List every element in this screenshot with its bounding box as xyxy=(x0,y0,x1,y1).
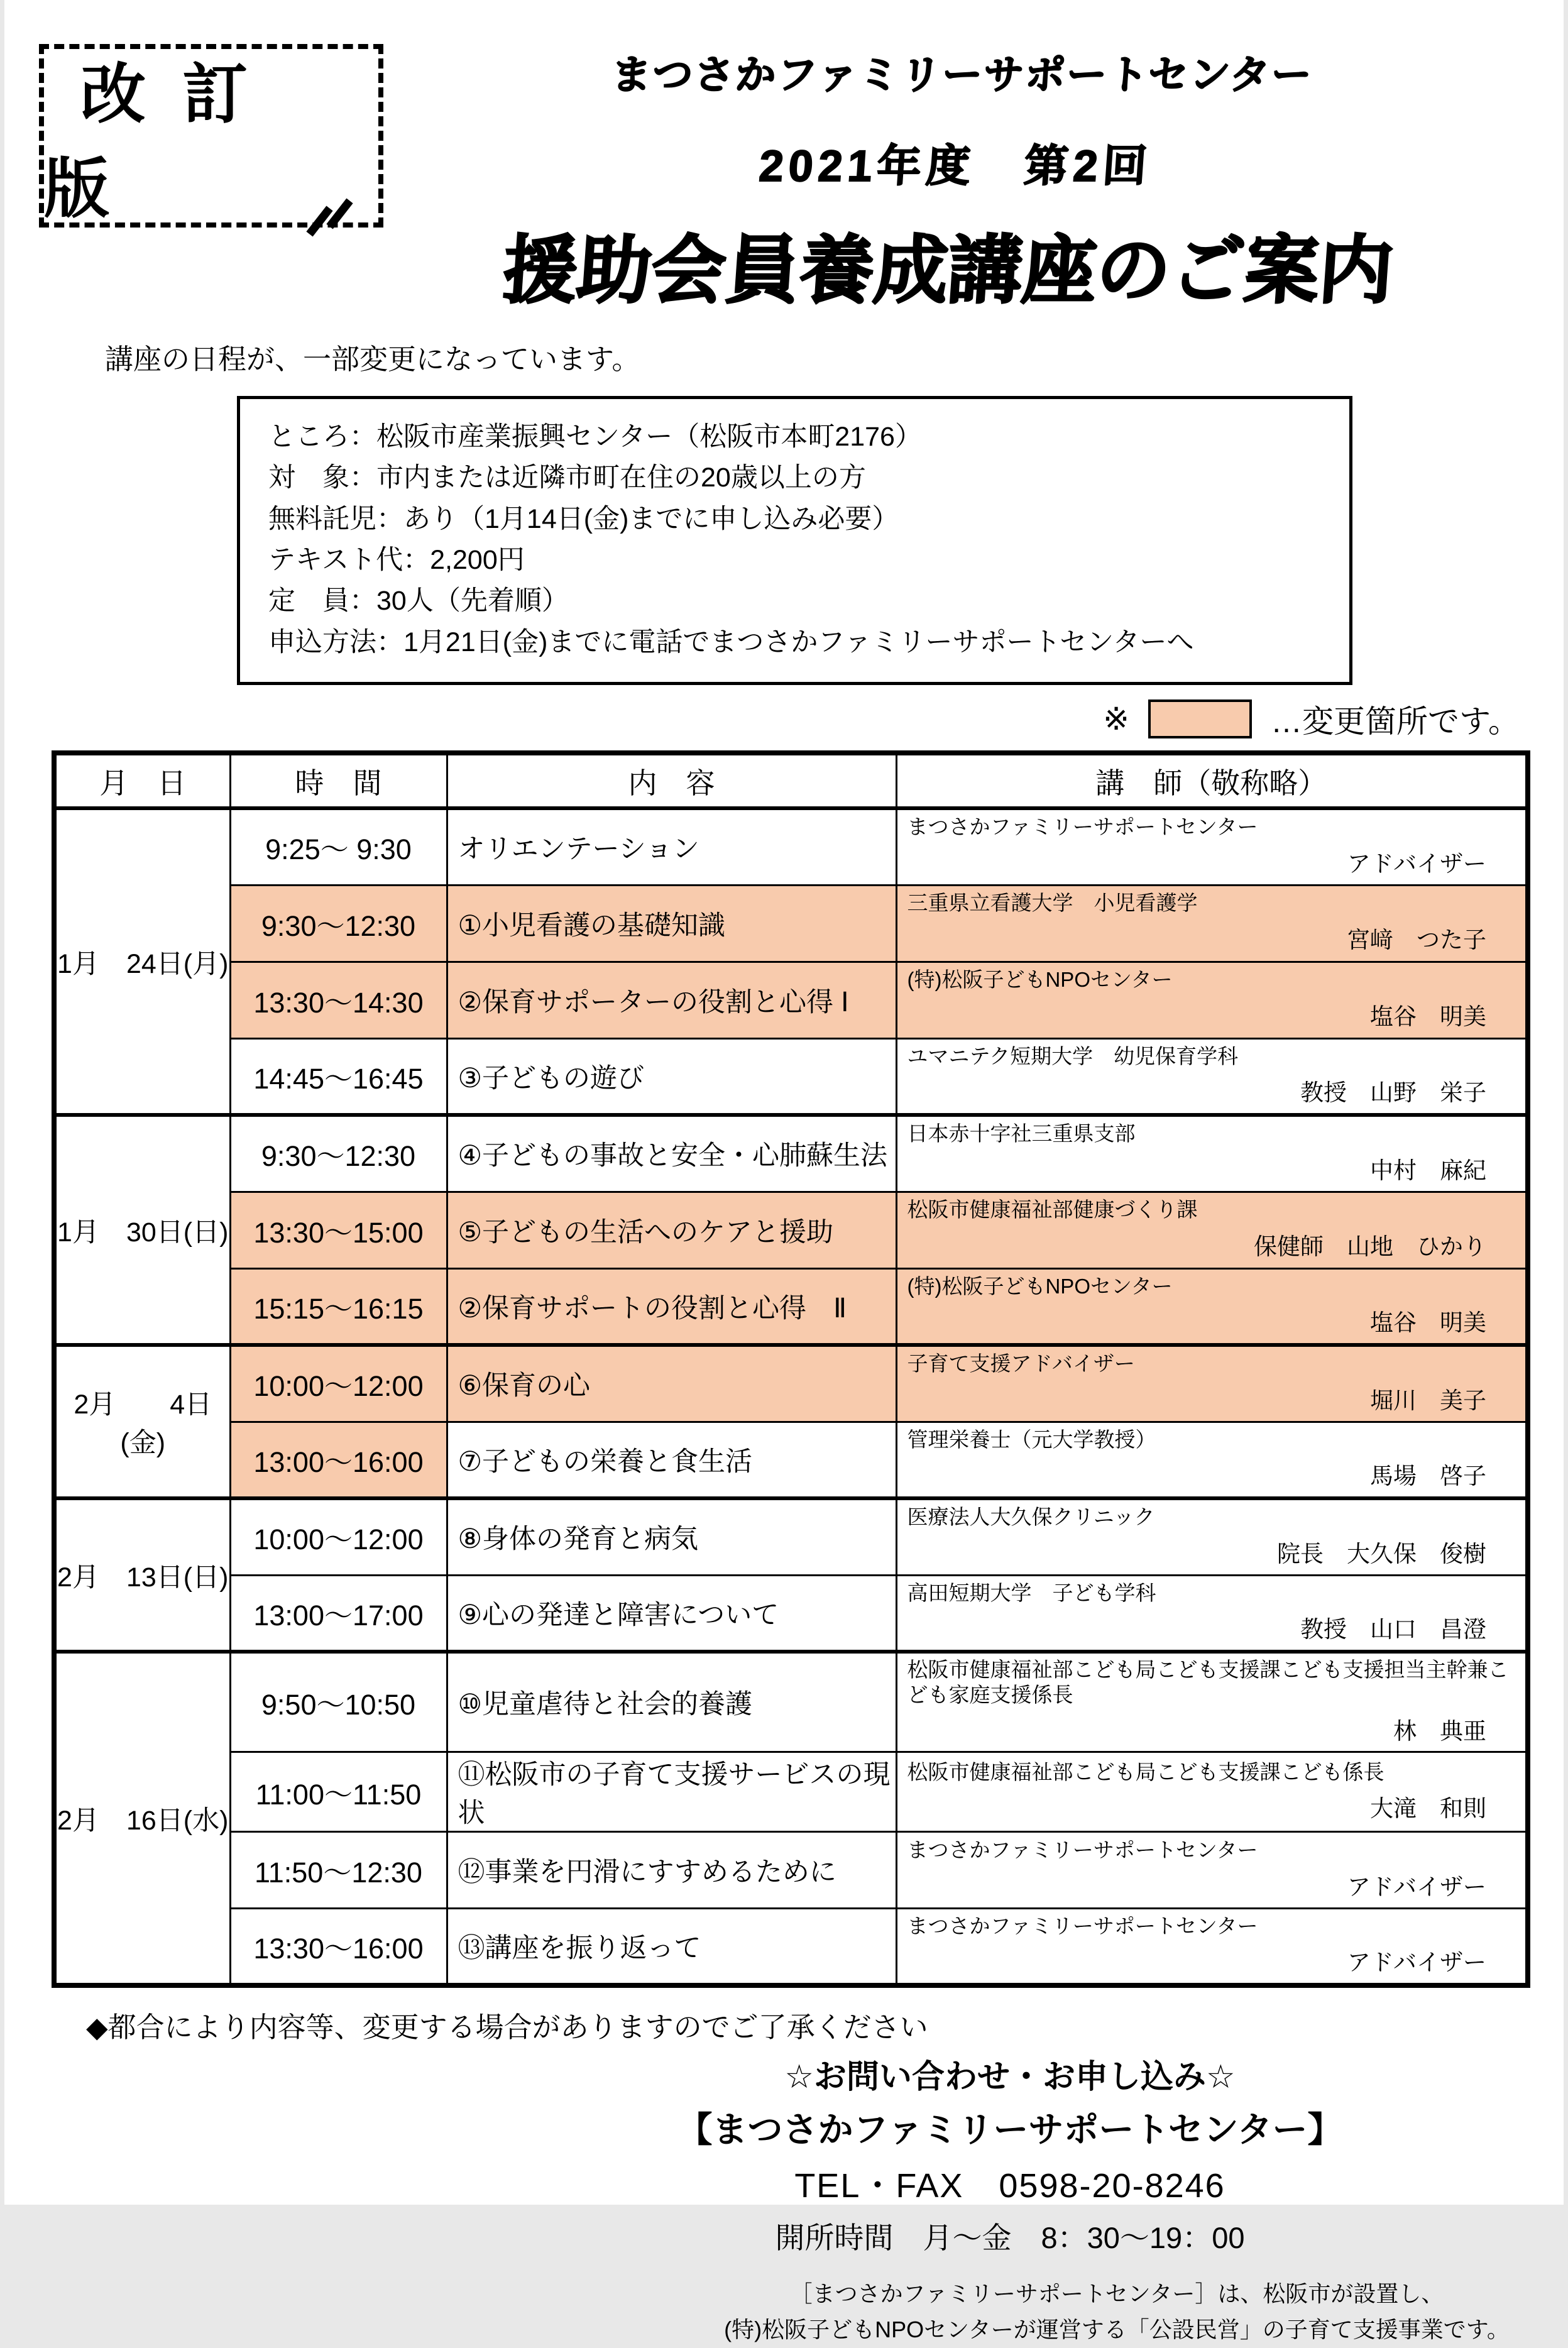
time-cell: 13:00～17:00 xyxy=(230,1575,447,1652)
lecturer-cell xyxy=(896,885,1528,962)
table-row xyxy=(54,1038,1528,1115)
content-cell: ⑩児童虐待と社会的養護 xyxy=(447,1652,896,1752)
info-line-place: ところ：松阪市産業振興センター（松阪市本町2176） xyxy=(268,422,922,452)
lecturer-cell xyxy=(896,962,1528,1038)
info-line-textfee: テキスト代：2,200円 xyxy=(268,545,525,576)
smallprint-line-1: ［まつさかファミリーサポートセンター］は、松阪市が設置し、 xyxy=(789,2280,1444,2307)
time-cell: 15:15～16:15 xyxy=(230,1268,447,1345)
lecturer-cell xyxy=(896,1498,1528,1575)
table-row xyxy=(54,1752,1528,1832)
smallprint-line-2: (特)松阪子どもNPOセンターが運営する「公設民営」の子育て支援事業です。 xyxy=(724,2317,1510,2343)
time-cell: 13:00～16:00 xyxy=(230,1422,447,1498)
table-row xyxy=(54,1575,1528,1652)
contact-block xyxy=(570,2050,1450,2257)
table-row xyxy=(54,1192,1528,1268)
table-row xyxy=(54,1652,1528,1752)
time-cell: 9:50～10:50 xyxy=(230,1652,447,1752)
lecturer-cell xyxy=(896,1422,1528,1498)
smallprint-block xyxy=(664,2276,1568,2348)
content-cell: ③子どもの遊び xyxy=(447,1038,896,1115)
revision-badge xyxy=(39,44,383,228)
lecturer-name: 林 典亜 xyxy=(1393,1718,1486,1745)
table-row xyxy=(54,1909,1528,1985)
date-cell: 2月 16日(水) xyxy=(54,1652,230,1985)
lecturer-name: アドバイザー xyxy=(1347,850,1486,877)
lecturer-affiliation: 松阪市健康福祉部健康づくり課 xyxy=(907,1198,1198,1222)
header-time: 時 間 xyxy=(230,753,447,808)
lecturer-affiliation: 医療法人大久保クリニック xyxy=(907,1505,1155,1529)
table-header-row xyxy=(54,753,1528,808)
date-cell: 1月 24日(月) xyxy=(54,808,230,1115)
lecturer-affiliation: まつさかファミリーサポートセンター xyxy=(907,1838,1258,1862)
time-cell: 9:30～12:30 xyxy=(230,1115,447,1192)
table-row xyxy=(54,1498,1528,1575)
organization-name: まつさかファミリーサポートセンター xyxy=(609,52,1315,97)
lecturer-cell xyxy=(896,1038,1528,1115)
lecturer-cell xyxy=(896,1345,1528,1422)
contact-title: ☆お問い合わせ・お申し込み☆ xyxy=(784,2058,1236,2095)
table-row xyxy=(54,962,1528,1038)
header-content: 内 容 xyxy=(447,753,896,808)
info-line-apply: 申込方法：1月21日(金)までに電話でまつさかファミリーサポートセンターへ xyxy=(268,627,1194,657)
content-cell: ⑨心の発達と障害について xyxy=(447,1575,896,1652)
lecturer-name: 馬場 啓子 xyxy=(1370,1463,1486,1489)
lecturer-affiliation: 日本赤十字社三重県支部 xyxy=(907,1122,1136,1146)
highlight-swatch xyxy=(1148,699,1252,738)
date-cell: 2月 4日(金) xyxy=(54,1345,230,1498)
content-cell: ⑫事業を円滑にすすめるために xyxy=(447,1832,896,1909)
lecturer-name: 教授 山口 昌澄 xyxy=(1300,1616,1486,1643)
content-cell: ②保育サポートの役割と心得 Ⅱ xyxy=(447,1268,896,1345)
header-lecturer: 講 師（敬称略） xyxy=(896,753,1528,808)
time-cell: 11:50～12:30 xyxy=(230,1832,447,1909)
lecturer-cell xyxy=(896,1652,1528,1752)
lecturer-affiliation: 高田短期大学 子ども学科 xyxy=(907,1581,1156,1605)
lecturer-cell xyxy=(896,1752,1528,1832)
info-line-daycare: 無料託児：あり（1月14日(金)までに申し込み必要） xyxy=(268,503,899,534)
page-title: 援助会員養成講座のご案内 xyxy=(500,229,1396,312)
content-cell: ⑤子どもの生活へのケアと援助 xyxy=(447,1192,896,1268)
lecturer-cell xyxy=(896,1268,1528,1345)
time-cell: 14:45～16:45 xyxy=(230,1038,447,1115)
lecturer-affiliation: (特)松阪子どもNPOセンター xyxy=(907,1274,1173,1298)
info-line-target: 対 象：市内または近隣市町在住の20歳以上の方 xyxy=(268,463,866,493)
table-row xyxy=(54,1115,1528,1192)
time-cell: 11:00～11:50 xyxy=(230,1752,447,1832)
table-row xyxy=(54,808,1528,885)
content-cell: オリエンテーション xyxy=(447,808,896,885)
session-label: 2021年度 第2回 xyxy=(757,141,1154,190)
info-line-capacity: 定 員：30人（先着順） xyxy=(268,586,569,617)
lecturer-affiliation: 松阪市健康福祉部こども局こども支援課こども支援担当主幹兼こども家庭支援係長 xyxy=(907,1658,1509,1706)
time-cell: 10:00～12:00 xyxy=(230,1498,447,1575)
table-row xyxy=(54,1345,1528,1422)
highlight-legend xyxy=(4,696,1520,742)
title-block xyxy=(374,39,1536,317)
content-cell: ④子どもの事故と安全・心肺蘇生法 xyxy=(447,1115,896,1192)
header-section xyxy=(4,0,1564,317)
schedule-table xyxy=(52,750,1530,1988)
contact-hours: 開所時間 月～金 8：30～19：00 xyxy=(775,2220,1245,2254)
lecturer-affiliation: 子育て支援アドバイザー xyxy=(907,1352,1135,1376)
time-cell: 9:25～ 9:30 xyxy=(230,808,447,885)
lecturer-affiliation: 管理栄養士（元大学教授） xyxy=(907,1427,1156,1451)
schedule-table-body xyxy=(54,808,1528,1985)
lecturer-affiliation: まつさかファミリーサポートセンター xyxy=(907,1914,1258,1938)
contact-tel-fax: TEL・FAX 0598-20-8246 xyxy=(794,2166,1225,2205)
change-disclaimer: ◆都合により内容等、変更する場合がありますのでご了承ください xyxy=(86,2011,928,2043)
course-info-box xyxy=(237,396,1352,685)
lecturer-name: アドバイザー xyxy=(1347,1950,1486,1976)
lecturer-name: 塩谷 明美 xyxy=(1370,1310,1486,1336)
time-cell: 13:30～16:00 xyxy=(230,1909,447,1985)
lecturer-name: 院長 大久保 俊樹 xyxy=(1277,1540,1486,1567)
table-row xyxy=(54,1832,1528,1909)
contact-center-name: 【まつさかファミリーサポートセンター】 xyxy=(677,2109,1343,2149)
content-cell: ⑦子どもの栄養と食生活 xyxy=(447,1422,896,1498)
table-row xyxy=(54,1422,1528,1498)
content-cell: ⑧身体の発育と病気 xyxy=(447,1498,896,1575)
lecturer-name: 保健師 山地 ひかり xyxy=(1254,1233,1486,1259)
lecturer-name: 塩谷 明美 xyxy=(1370,1003,1486,1029)
lecturer-cell xyxy=(896,1909,1528,1985)
lecturer-name: アドバイザー xyxy=(1347,1873,1486,1900)
schedule-change-notice: 講座の日程が、一部変更になっています。 xyxy=(105,343,640,375)
legend-text: …変更箇所です。 xyxy=(1271,704,1520,740)
lecturer-name: 宮﨑 つた子 xyxy=(1347,926,1486,953)
date-cell: 1月 30日(日) xyxy=(54,1115,230,1345)
lecturer-affiliation: まつさかファミリーサポートセンター xyxy=(907,815,1258,839)
lecturer-cell xyxy=(896,808,1528,885)
legend-mark: ※ xyxy=(1103,701,1129,737)
lecturer-name: 中村 麻紀 xyxy=(1370,1157,1486,1183)
time-cell: 10:00～12:00 xyxy=(230,1345,447,1422)
time-cell: 13:30～14:30 xyxy=(230,962,447,1038)
content-cell: ①小児看護の基礎知識 xyxy=(447,885,896,962)
lecturer-cell xyxy=(896,1115,1528,1192)
flyer-page xyxy=(4,0,1564,2343)
content-cell: ⑥保育の心 xyxy=(447,1345,896,1422)
header-date: 月 日 xyxy=(54,753,230,808)
content-cell: ⑬講座を振り返って xyxy=(447,1909,896,1985)
lecturer-cell xyxy=(896,1575,1528,1652)
lecturer-affiliation: 三重県立看護大学 小児看護学 xyxy=(907,891,1198,915)
badge-tail-decoration xyxy=(310,200,354,244)
lecturer-affiliation: ユマニテク短期大学 幼児保育学科 xyxy=(907,1044,1239,1068)
time-cell: 13:30～15:00 xyxy=(230,1192,447,1268)
lecturer-name: 堀川 美子 xyxy=(1370,1387,1486,1413)
table-row xyxy=(54,885,1528,962)
table-row xyxy=(54,1268,1528,1345)
lecturer-cell xyxy=(896,1832,1528,1909)
lecturer-affiliation: (特)松阪子どもNPOセンター xyxy=(907,968,1173,992)
date-cell: 2月 13日(日) xyxy=(54,1498,230,1652)
lecturer-cell xyxy=(896,1192,1528,1268)
lecturer-affiliation: 松阪市健康福祉部こども局こども支援課こども係長 xyxy=(907,1760,1384,1784)
time-cell: 9:30～12:30 xyxy=(230,885,447,962)
content-cell: ②保育サポーターの役割と心得 Ⅰ xyxy=(447,962,896,1038)
lecturer-name: 大滝 和則 xyxy=(1370,1796,1486,1822)
content-cell: ⑪松阪市の子育て支援サービスの現状 xyxy=(447,1752,896,1832)
lecturer-name: 教授 山野 栄子 xyxy=(1300,1080,1486,1106)
revision-badge-label: 改訂版 xyxy=(44,58,285,226)
